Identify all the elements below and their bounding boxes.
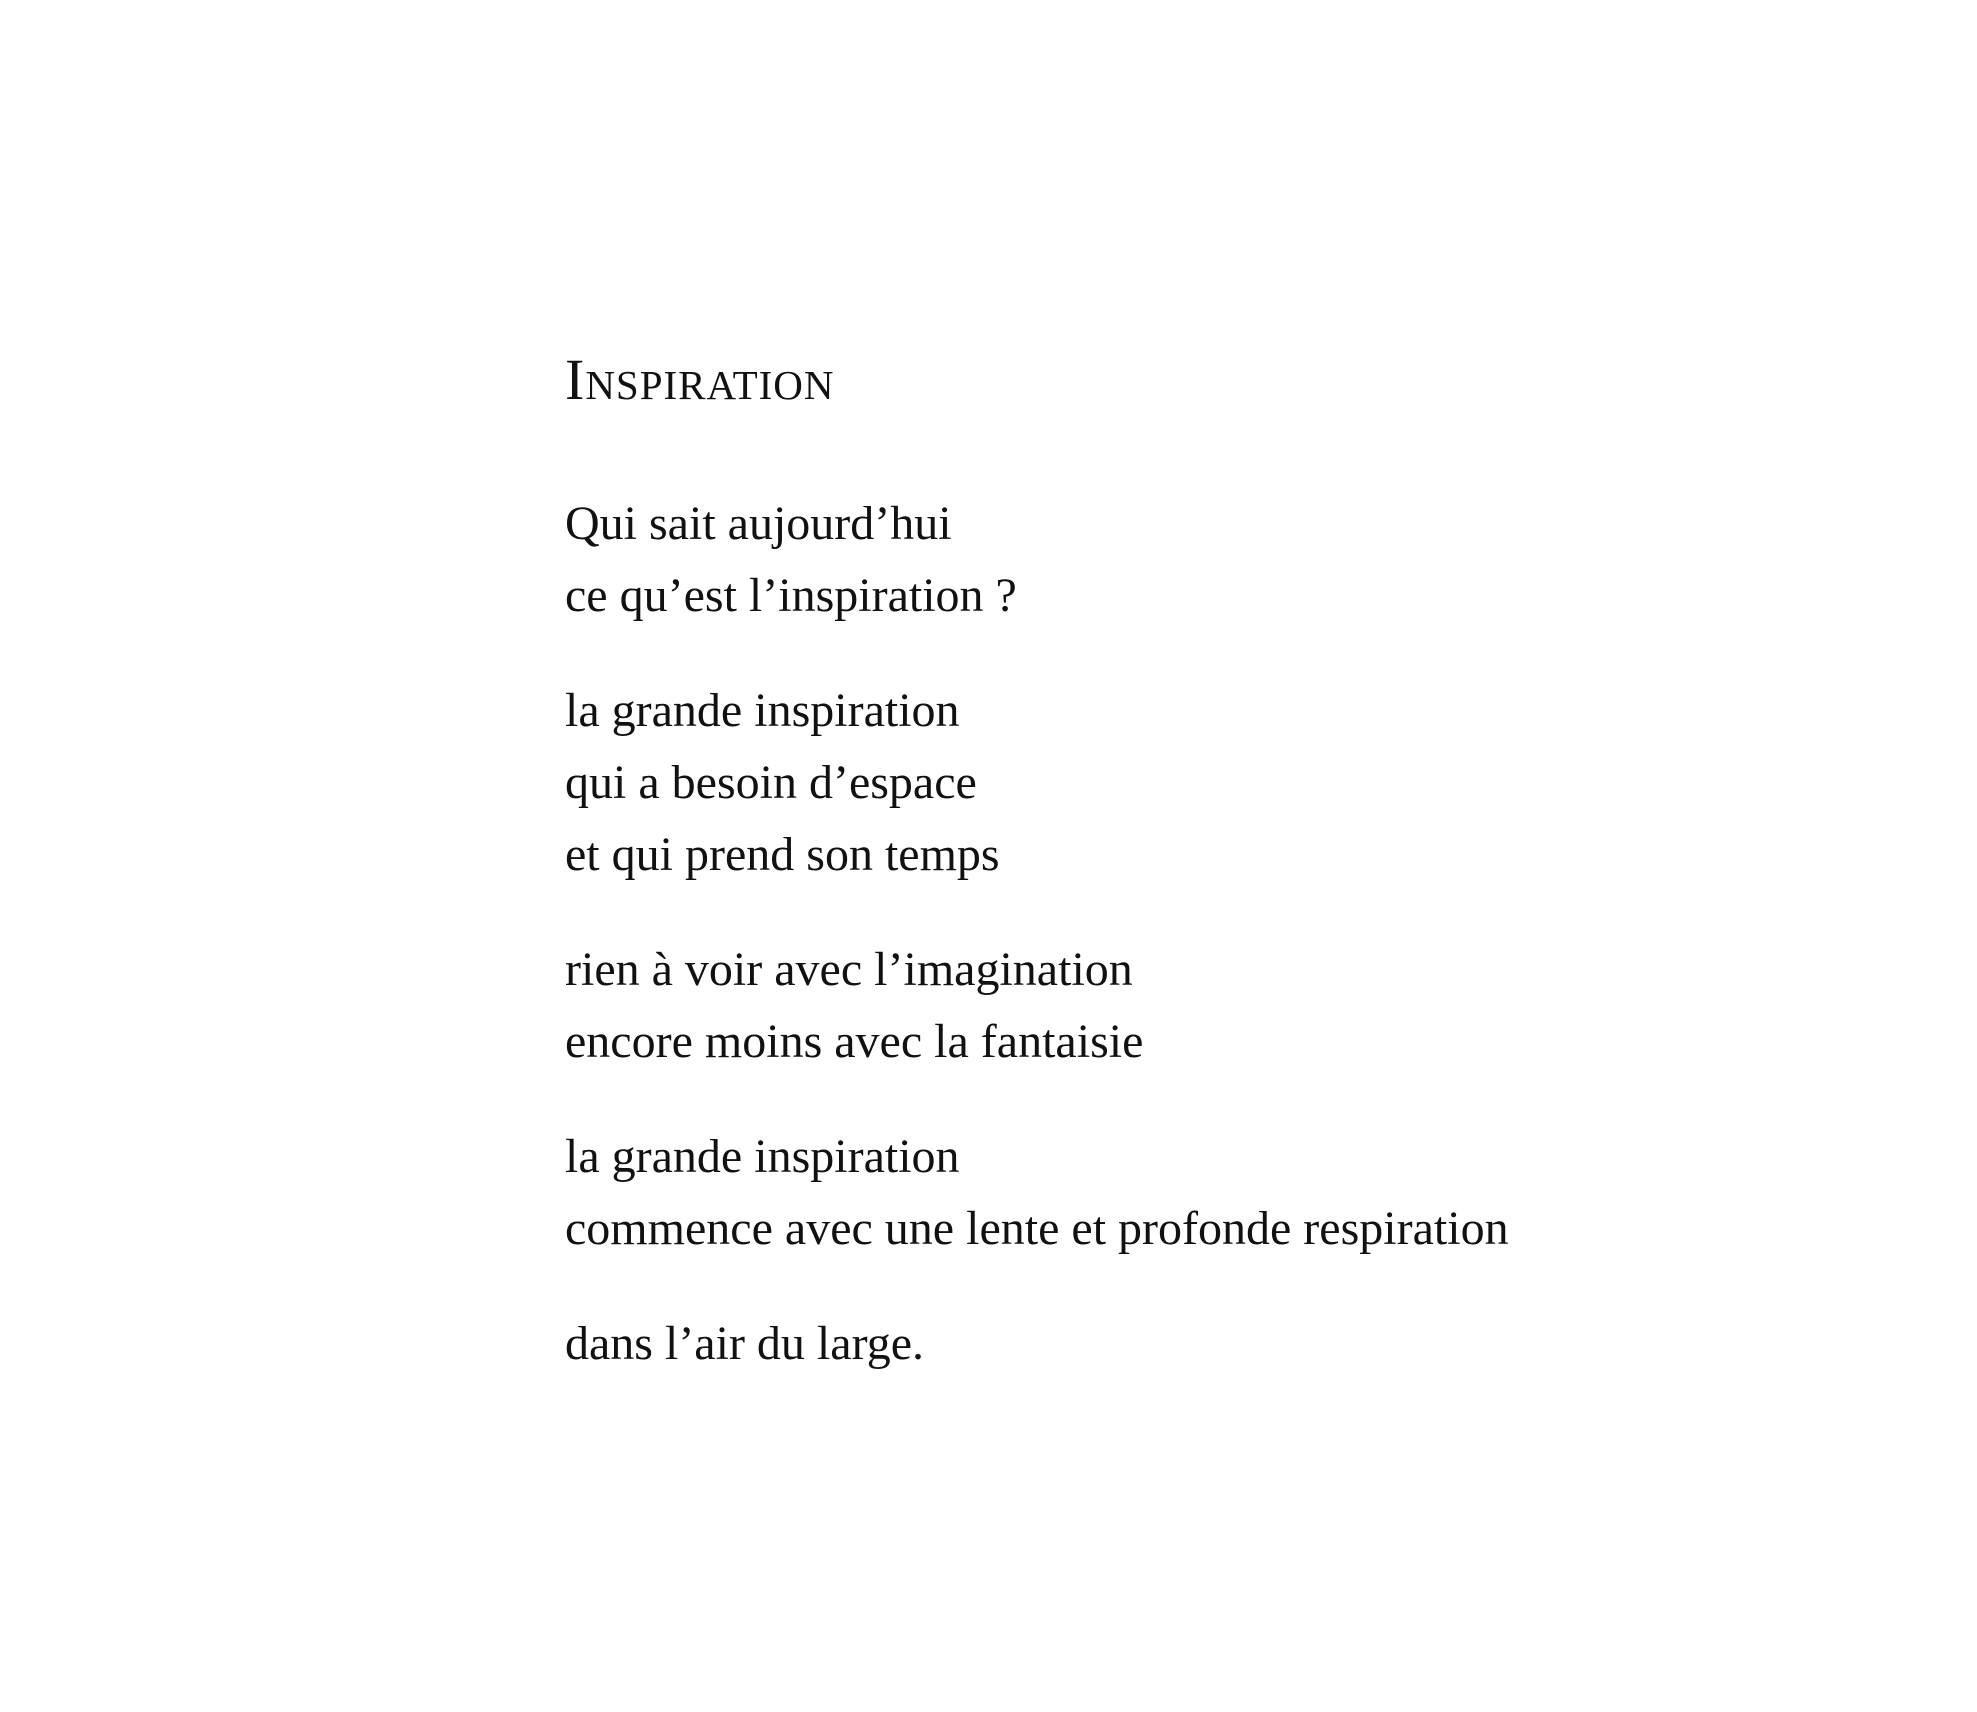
stanza-5: [565, 1308, 1715, 1380]
poem-line: et qui prend son temps: [565, 828, 1000, 881]
poem-body: [565, 488, 1715, 1380]
poem-line: Qui sait aujourd’hui: [565, 497, 952, 550]
stanza-4: [565, 1121, 1715, 1265]
poem-title: Inspiration: [565, 347, 835, 412]
poem-line: qui a besoin d’espace: [565, 756, 977, 809]
stanza-1: [565, 488, 1715, 632]
poem-line: la grande inspiration: [565, 1130, 960, 1183]
poem-line: la grande inspiration: [565, 684, 960, 737]
poem-line: ce qu’est l’inspiration ?: [565, 569, 1017, 622]
stanza-2: [565, 675, 1715, 891]
poem: [565, 340, 1715, 1423]
poem-line: rien à voir avec l’imagination: [565, 943, 1133, 996]
poem-line: dans l’air du large.: [565, 1317, 924, 1370]
poem-line: commence avec une lente et profonde respiration: [565, 1202, 1509, 1255]
stanza-3: [565, 934, 1715, 1078]
poem-line: encore moins avec la fantaisie: [565, 1015, 1144, 1068]
